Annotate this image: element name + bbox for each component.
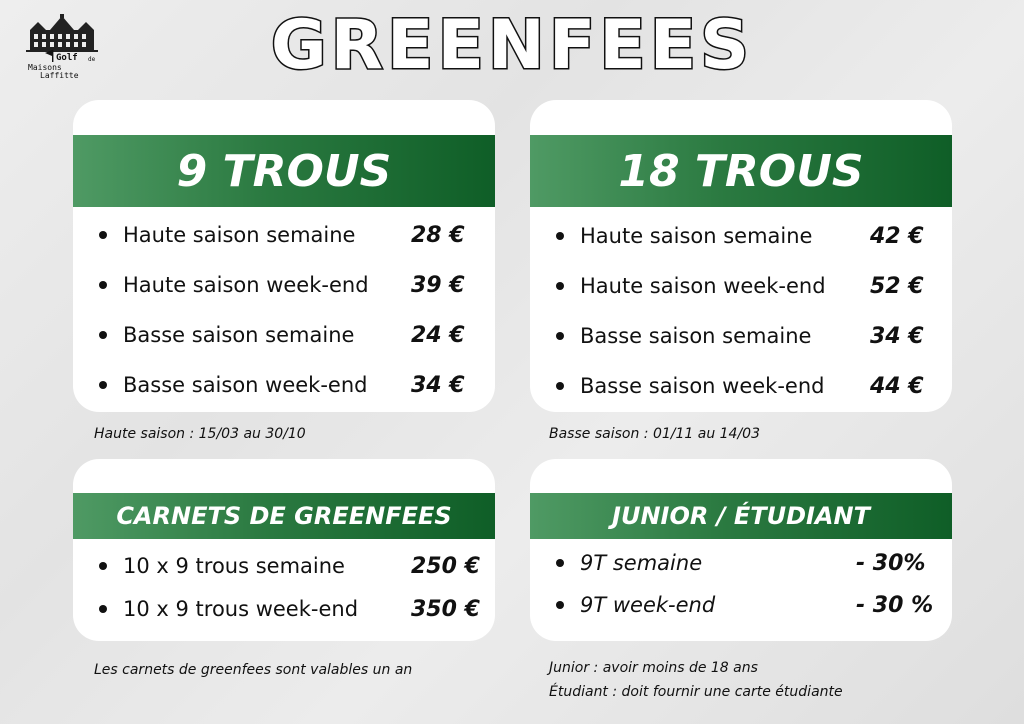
logo-maisons: Maisons: [28, 63, 62, 72]
list-item: [530, 371, 952, 401]
bullet-icon: [556, 282, 564, 290]
note-carnets: Les carnets de greenfees sont valables un an: [94, 662, 413, 678]
list-item: [73, 551, 495, 581]
card-9-trous: [73, 100, 495, 412]
item-label: Haute saison semaine: [580, 224, 813, 248]
bullet-icon: [99, 331, 107, 339]
page-title: GREENFEES: [270, 6, 754, 85]
banner-9-trous: 9 TROUS: [73, 135, 495, 207]
item-label: Basse saison semaine: [580, 324, 812, 348]
item-label: 9T week-end: [580, 593, 716, 617]
item-label: Haute saison week-end: [580, 274, 826, 298]
item-price: 28 €: [411, 222, 465, 248]
bullet-icon: [99, 605, 107, 613]
item-label: Basse saison semaine: [123, 323, 355, 347]
list-item: [73, 270, 495, 300]
note-junior: Junior : avoir moins de 18 ans: [549, 660, 758, 676]
item-label: 9T semaine: [580, 551, 703, 575]
item-label: Haute saison week-end: [123, 273, 369, 297]
bullet-icon: [99, 562, 107, 570]
bullet-icon: [556, 232, 564, 240]
list-item: [530, 548, 952, 578]
item-price: 44 €: [870, 373, 924, 399]
list-item: [73, 220, 495, 250]
list-item: [73, 320, 495, 350]
list-item: [530, 321, 952, 351]
list-item: [73, 594, 495, 624]
logo-de: de: [88, 56, 96, 63]
item-price: 250 €: [411, 553, 480, 579]
item-label: Basse saison week-end: [580, 374, 825, 398]
item-label: Basse saison week-end: [123, 373, 368, 397]
note-basse-saison: Basse saison : 01/11 au 14/03: [549, 426, 760, 442]
item-price: 34 €: [870, 323, 924, 349]
item-price: 34 €: [411, 372, 465, 398]
banner-18-trous: 18 TROUS: [530, 135, 952, 207]
item-price: 39 €: [411, 272, 465, 298]
bullet-icon: [99, 281, 107, 289]
item-label: 10 x 9 trous week-end: [123, 597, 359, 621]
item-price: 24 €: [411, 322, 465, 348]
bullet-icon: [556, 601, 564, 609]
bullet-icon: [99, 231, 107, 239]
banner-carnets: CARNETS DE GREENFEES: [73, 493, 495, 539]
note-haute-saison: Haute saison : 15/03 au 30/10: [94, 426, 306, 442]
list-item: [73, 370, 495, 400]
item-price: 350 €: [411, 596, 480, 622]
list-item: [530, 590, 952, 620]
item-price: - 30%: [856, 550, 926, 576]
item-price: 42 €: [870, 223, 924, 249]
bullet-icon: [556, 559, 564, 567]
bullet-icon: [556, 332, 564, 340]
item-price: - 30 %: [856, 592, 934, 618]
banner-junior: JUNIOR / ÉTUDIANT: [530, 493, 952, 539]
list-item: [530, 271, 952, 301]
bullet-icon: [99, 381, 107, 389]
card-junior: [530, 459, 952, 641]
card-18-trous: [530, 100, 952, 412]
list-item: [530, 221, 952, 251]
logo-golf: Golf: [56, 53, 78, 63]
card-carnets: [73, 459, 495, 641]
logo-laffitte: Laffitte: [40, 71, 79, 80]
note-etudiant: Étudiant : doit fournir une carte étudiante: [549, 684, 843, 700]
item-price: 52 €: [870, 273, 924, 299]
item-label: 10 x 9 trous semaine: [123, 554, 345, 578]
bullet-icon: [556, 382, 564, 390]
item-label: Haute saison semaine: [123, 223, 356, 247]
